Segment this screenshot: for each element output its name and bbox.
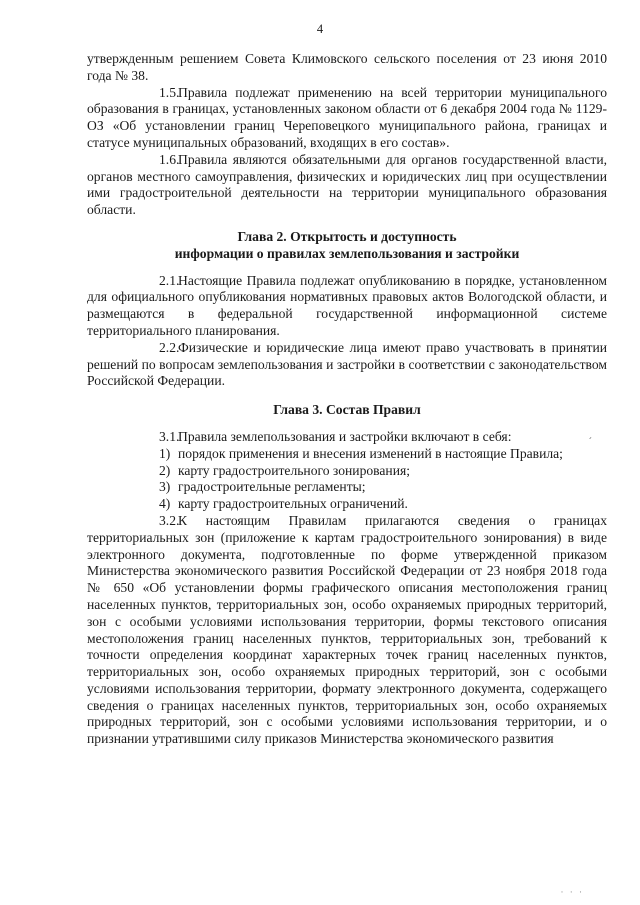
paragraph-2-1 — [87, 273, 607, 340]
page-number: 4 — [316, 22, 324, 36]
chapter-2-title-line-1: Глава 2. Открытость и доступность — [237, 228, 457, 244]
paragraph-continuation: утвержденным решением Совета Климовского сельского поселения от 23 июня 2010 года № 38. — [87, 51, 607, 83]
list-item-number: 4) — [159, 496, 171, 512]
paragraph-number: 3.1. — [159, 428, 180, 444]
list-item-number: 2) — [159, 462, 171, 478]
list-item — [87, 463, 607, 480]
paragraph-text: Правила землепользования и застройки включают в себя: — [178, 428, 512, 444]
paragraph-number: 1.6. — [159, 151, 180, 167]
scan-artifact: · · · — [560, 887, 584, 897]
paragraph-text: Настоящие Правила подлежат опубликованию в порядке, установленном для официального опубликования нормативных правовых актов Вологодской области, и размещаются в федеральной государственной информационной системе территориального планирования. — [87, 272, 607, 338]
list-item — [87, 479, 607, 496]
chapter-2-title-line-2: информации о правилах землепользования и застройки — [174, 245, 520, 261]
list-item-text: порядок применения и внесения изменений в настоящие Правила; — [178, 445, 563, 461]
paragraph-text: Физические и юридические лица имеют право участвовать в принятии решений по вопросам землепользования и застройки в соответствии с законодательством Российской Федерации. — [87, 339, 607, 389]
paragraph-3-1 — [87, 429, 607, 446]
paragraph-text: Правила подлежат применению на всей территории муниципального образования в границах, установленных законом области от 6 декабря 2004 года № 1129-ОЗ «Об установлении границ Череповецкого муниципального района, границах и статусе муниципальных образований, входящих в его состав». — [87, 84, 607, 150]
list-item — [87, 446, 607, 463]
list-item-number: 3) — [159, 479, 171, 495]
list-item — [87, 496, 607, 513]
paragraph-number: 3.2. — [159, 512, 180, 528]
paragraph-text: Правила являются обязательными для органов государственной власти, органов местного самоуправления, физических и юридических лиц при осуществлении ими градостроительной деятельности на территории муниципального образования области. — [87, 151, 607, 218]
list-item-text: карту градостроительных ограничений. — [178, 496, 408, 512]
list-item-text: градостроительные регламенты; — [178, 479, 366, 495]
list-item-text: карту градостроительного зонирования; — [178, 462, 411, 478]
paragraph-1-6 — [87, 152, 607, 219]
paragraph-1-5 — [87, 85, 607, 152]
list-item-number: 1) — [159, 445, 171, 461]
scan-speck: ˊ — [588, 437, 592, 448]
paragraph-number: 1.5. — [159, 84, 180, 100]
paragraph-text: К настоящим Правилам прилагаются сведения о границах территориальных зон (приложение к картам градостроительного зонирования) в виде электронного документа, подготовленные по форме утвержденной приказом Министерства экономического развития Российской Федерации от 23 ноября 2018 года № 650 «Об установлении формы графического описания местоположения границ населенных пунктов, территориальных зон, особо охраняемых природных территорий, зон с особыми условиями использования территории, формы текстового описания местоположения границ населенных пунктов, территориальных зон, требований к точности определения координат характерных точек границ населенных пунктов, территориальных зон, особо охраняемых природных территорий, зон с особыми условиями использования территории, формату электронного документа, содержащего сведения о границах населенных пунктов, территориальных зон, особо охраняемых природных территорий, зон с особыми условиями использования территории, и о признании утратившими силу приказов Министерства экономического развития — [87, 512, 607, 747]
chapter-3-title: Глава 3. Состав Правил — [273, 402, 421, 418]
paragraph-number: 2.1. — [159, 272, 180, 288]
paragraph-2-2 — [87, 340, 607, 390]
paragraph-3-2 — [87, 513, 607, 748]
paragraph-number: 2.2. — [159, 339, 180, 355]
document-body — [87, 51, 607, 748]
